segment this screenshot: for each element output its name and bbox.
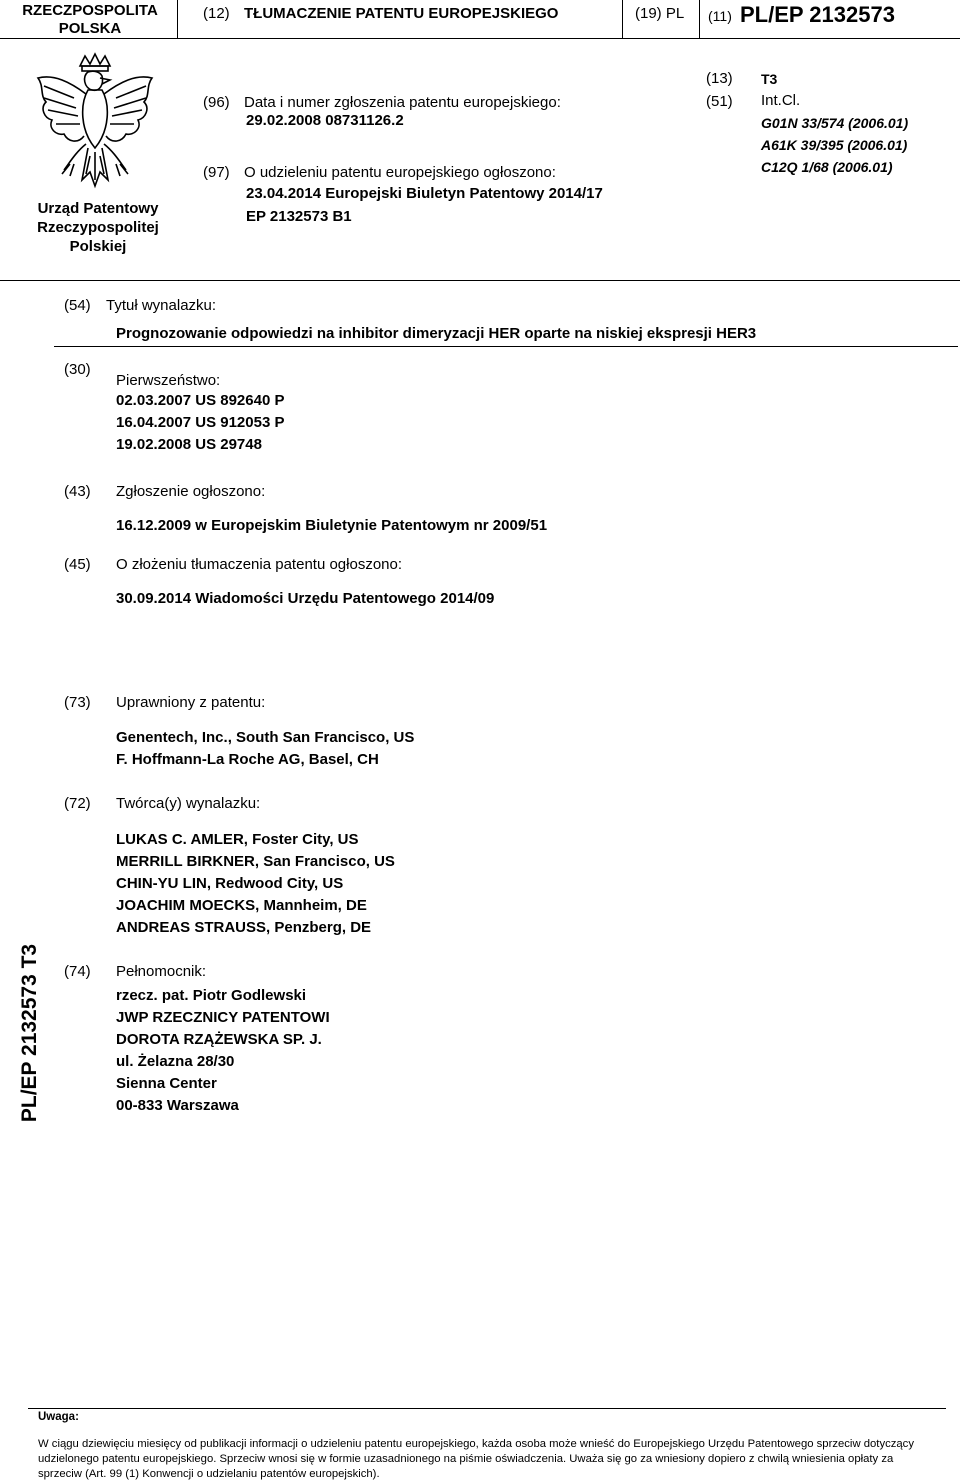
code-73: (73) (64, 694, 91, 711)
section-divider-top (0, 280, 960, 281)
inventor-item: LUKAS C. AMLER, Foster City, US (116, 831, 359, 848)
code-74: (74) (64, 963, 91, 980)
grant-label: O udzieleniu patentu europejskiego ogłoszono: (244, 164, 556, 181)
footer-line: W ciągu dziewięciu miesięcy od publikacji informacji o udzieleniu patentu europejskiego, każda osoba może wnieść do Europejskiego Urzędu Patentowego sprzeciw dotyczący (38, 1438, 914, 1450)
publication-label: Zgłoszenie ogłoszono: (116, 483, 266, 500)
attorney-item: DOROTA RZĄŻEWSKA SP. J. (116, 1031, 322, 1048)
publication-number: PL/EP 2132573 (740, 2, 895, 27)
inventor-item: CHIN-YU LIN, Redwood City, US (116, 875, 344, 892)
code-43: (43) (64, 483, 91, 500)
office-line-3: Polskiej (69, 238, 127, 255)
code-19: (19) PL (635, 5, 685, 22)
owner-label: Uprawniony z patentu: (116, 694, 266, 711)
inventor-item: MERRILL BIRKNER, San Francisco, US (116, 853, 395, 870)
code-30: (30) (64, 361, 91, 378)
application-value: 29.02.2008 08731126.2 (246, 112, 404, 129)
attorney-item: ul. Żelazna 28/30 (116, 1053, 235, 1070)
attorney-item: Sienna Center (116, 1075, 217, 1092)
header-bar (0, 0, 960, 39)
invention-title: Prognozowanie odpowiedzi na inhibitor dimeryzacji HER oparte na niskiej ekspresji HER3 (116, 325, 757, 342)
intcl-item: A61K 39/395 (2006.01) (761, 137, 908, 153)
title-divider (54, 346, 958, 347)
intcl-label: Int.Cl. (761, 92, 801, 109)
doc-type-cell (178, 0, 623, 38)
office-line-2: Rzeczypospolitej (37, 219, 159, 236)
priority-label: Pierwszeństwo: (116, 372, 221, 389)
attorney-item: 00-833 Warszawa (116, 1097, 239, 1114)
code-51: (51) (706, 93, 733, 110)
inventor-item: JOACHIM MOECKS, Mannheim, DE (116, 897, 367, 914)
country-cell (0, 0, 178, 38)
doc-type: TŁUMACZENIE PATENTU EUROPEJSKIEGO (244, 5, 559, 22)
priority-list (116, 390, 284, 456)
intcl-list (761, 112, 908, 178)
code-11: (11) (708, 8, 732, 24)
attorney-item: rzecz. pat. Piotr Godlewski (116, 987, 307, 1004)
inventors-label: Twórca(y) wynalazku: (116, 795, 261, 812)
attorney-list (116, 985, 330, 1117)
footer-title: Uwaga: (38, 1411, 79, 1423)
owner-item: Genentech, Inc., South San Francisco, US (116, 729, 415, 746)
footer-line: udzielonego patentu europejskiego. Sprzeciw wnosi się w formie uzasadnionego na piśmie oświadczenia. Uważa się go za wniesiony dopiero z chwilą wniesienia opłaty za (38, 1453, 894, 1465)
priority-item: 02.03.2007 US 892640 P (116, 392, 285, 409)
priority-item: 19.02.2008 US 29748 (116, 436, 262, 453)
code-54: (54) (64, 297, 91, 314)
priority-item: 16.04.2007 US 912053 P (116, 414, 285, 431)
footer-line: sprzeciw (Art. 99 (1) Konwencji o udzielaniu patentów europejskich). (38, 1468, 380, 1480)
attorney-label: Pełnomocnik: (116, 963, 207, 980)
footer-divider (28, 1408, 946, 1409)
intcl-item: C12Q 1/68 (2006.01) (761, 159, 893, 175)
title-label: Tytuł wynalazku: (106, 297, 217, 314)
attorney-item: JWP RZECZNICY PATENTOWI (116, 1009, 330, 1026)
translation-label: O złożeniu tłumaczenia patentu ogłoszono: (116, 556, 403, 573)
application-label: Data i numer zgłoszenia patentu europejskiego: (244, 94, 561, 111)
code-72: (72) (64, 795, 91, 812)
code-96: (96) (203, 94, 230, 111)
intcl-item: G01N 33/574 (2006.01) (761, 115, 909, 131)
code-45: (45) (64, 556, 91, 573)
office-line-1: Urząd Patentowy (37, 200, 159, 217)
eagle-icon (30, 52, 160, 192)
patent-office-name (18, 199, 178, 256)
kind-code: T3 (761, 71, 778, 87)
inventor-list (116, 829, 395, 939)
pub-number-cell (700, 0, 960, 38)
country-name: RZECZPOSPOLITA POLSKA (22, 2, 158, 37)
code-97: (97) (203, 164, 230, 181)
publication-value: 16.12.2009 w Europejskim Biuletynie Patentowym nr 2009/51 (116, 517, 548, 534)
country-code-cell (623, 0, 700, 38)
code-13: (13) (706, 70, 733, 87)
code-12: (12) (203, 5, 230, 22)
translation-value: 30.09.2014 Wiadomości Urzędu Patentowego 2014/09 (116, 590, 495, 607)
footer-note (38, 1437, 953, 1482)
grant-value-1: 23.04.2014 Europejski Biuletyn Patentowy 2014/17 (246, 185, 603, 202)
owner-item: F. Hoffmann-La Roche AG, Basel, CH (116, 751, 379, 768)
owner-list (116, 727, 414, 771)
inventor-item: ANDREAS STRAUSS, Penzberg, DE (116, 919, 372, 936)
polish-eagle-emblem (30, 52, 160, 192)
grant-value-2: EP 2132573 B1 (246, 208, 352, 225)
side-publication-label: PL/EP 2132573 T3 (18, 943, 41, 1123)
